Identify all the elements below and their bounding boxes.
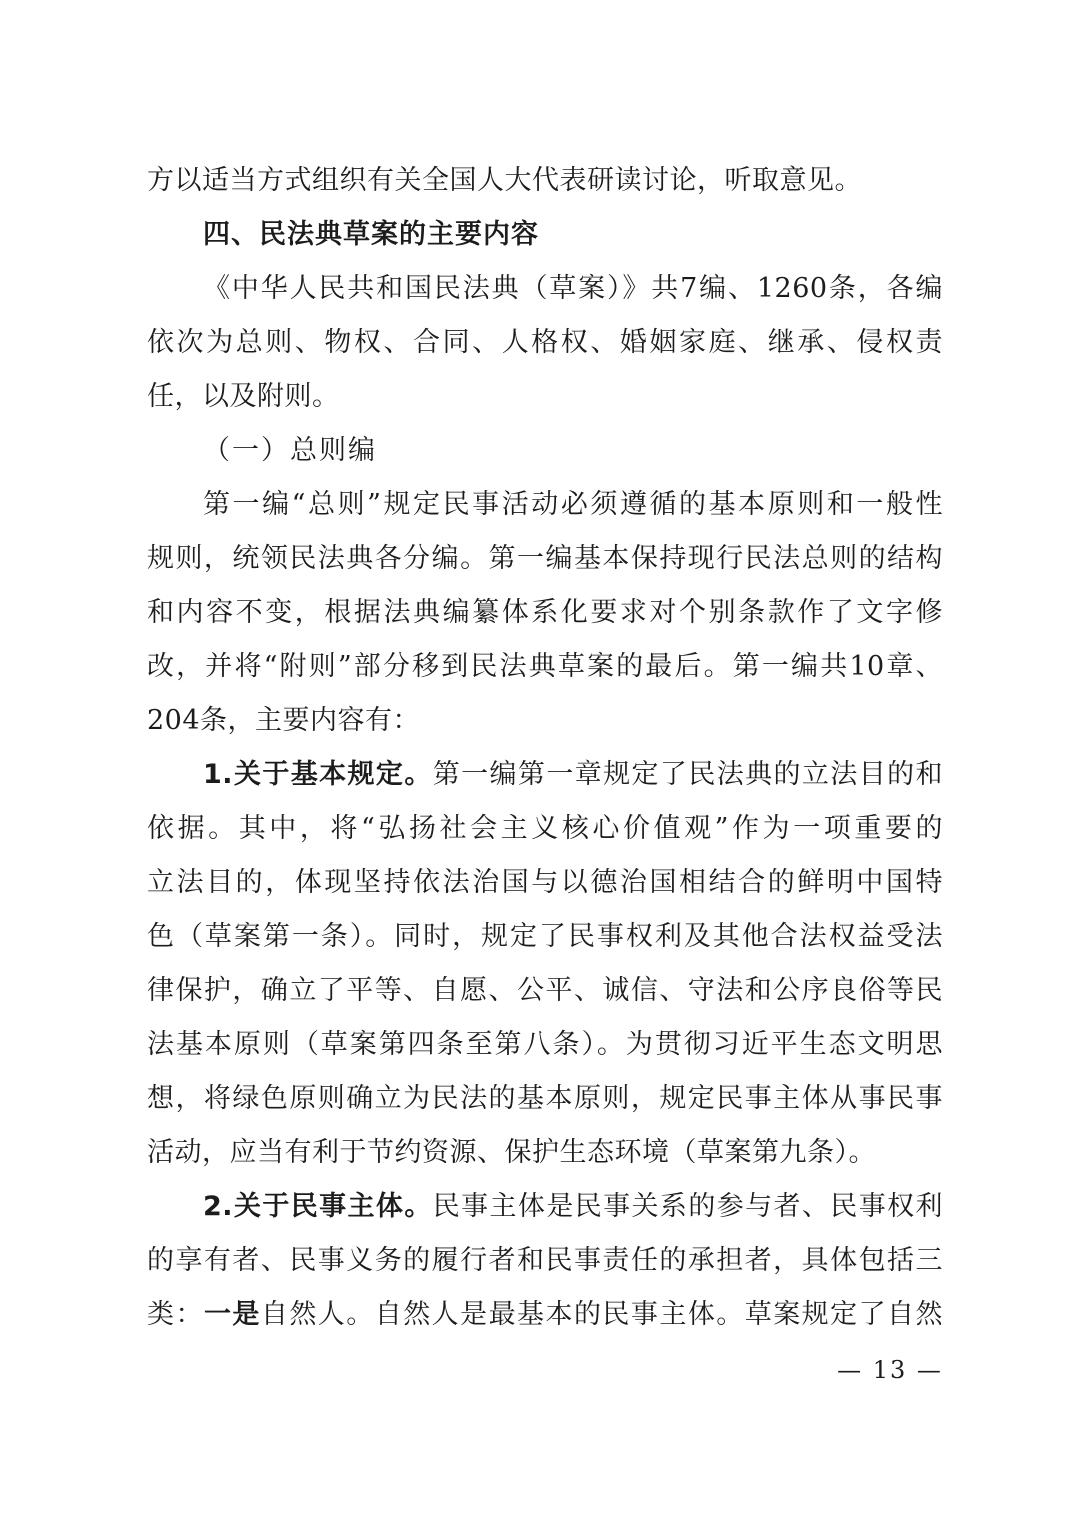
paragraph-line: 和内容不变，根据法典编纂体系化要求对个别条款作了文字修 bbox=[147, 597, 943, 628]
document-body bbox=[147, 154, 943, 1342]
paragraph-line bbox=[147, 748, 943, 802]
line-text: 类： bbox=[147, 1299, 204, 1330]
paragraph-line: 第一编“总则”规定民事活动必须遵循的基本原则和一般性 bbox=[203, 489, 943, 520]
paragraph-line: 任，以及附则。 bbox=[147, 381, 340, 412]
paragraph-line bbox=[147, 1180, 943, 1234]
paragraph-line: 活动，应当有利于节约资源、保护生态环境（草案第九条）。 bbox=[147, 1137, 876, 1168]
paragraph-line: 立法目的，体现坚持依法治国与以德治国相结合的鲜明中国特 bbox=[147, 867, 943, 898]
paragraph-line: 方以适当方式组织有关全国人大代表研读讨论，听取意见。 bbox=[147, 165, 862, 196]
item-text: 民事主体是民事关系的参与者、民事权利 bbox=[432, 1191, 944, 1222]
paragraph-line: 色（草案第一条）。同时，规定了民事权利及其他合法权益受法 bbox=[147, 921, 943, 952]
item-heading: 1.关于基本规定。 bbox=[203, 759, 433, 790]
paragraph-line: 规则，统领民法典各分编。第一编基本保持现行民法总则的结构 bbox=[147, 543, 943, 574]
page-number: — 13 — bbox=[837, 1356, 943, 1384]
paragraph-line: 律保护，确立了平等、自愿、公平、诚信、守法和公序良俗等民 bbox=[147, 975, 943, 1006]
paragraph-line: 204条，主要内容有： bbox=[147, 705, 421, 736]
paragraph-line: 法基本原则（草案第四条至第八条）。为贯彻习近平生态文明思 bbox=[147, 1029, 943, 1060]
paragraph-line: 依据。其中，将“弘扬社会主义核心价值观”作为一项重要的 bbox=[147, 813, 943, 844]
line-text: 自然人。自然人是最基本的民事主体。草案规定了自然 bbox=[260, 1299, 944, 1330]
paragraph-line: 《中华人民共和国民法典（草案）》共7编、1260条，各编 bbox=[203, 273, 943, 304]
item-heading: 2.关于民事主体。 bbox=[203, 1191, 433, 1222]
item-text: 第一编第一章规定了民法典的立法目的和 bbox=[432, 759, 944, 790]
emphasis-text: 一是 bbox=[203, 1299, 261, 1330]
paragraph-line: 想，将绿色原则确立为民法的基本原则，规定民事主体从事民事 bbox=[147, 1083, 943, 1114]
section-heading: 四、民法典草案的主要内容 bbox=[203, 219, 539, 250]
paragraph-line: 改，并将“附则”部分移到民法典草案的最后。第一编共10章、 bbox=[147, 651, 943, 682]
paragraph-line bbox=[147, 1288, 943, 1342]
paragraph-line: 的享有者、民事义务的履行者和民事责任的承担者，具体包括三 bbox=[147, 1245, 943, 1276]
subsection-heading: （一）总则编 bbox=[203, 435, 377, 466]
paragraph-line: 依次为总则、物权、合同、人格权、婚姻家庭、继承、侵权责 bbox=[147, 327, 943, 358]
